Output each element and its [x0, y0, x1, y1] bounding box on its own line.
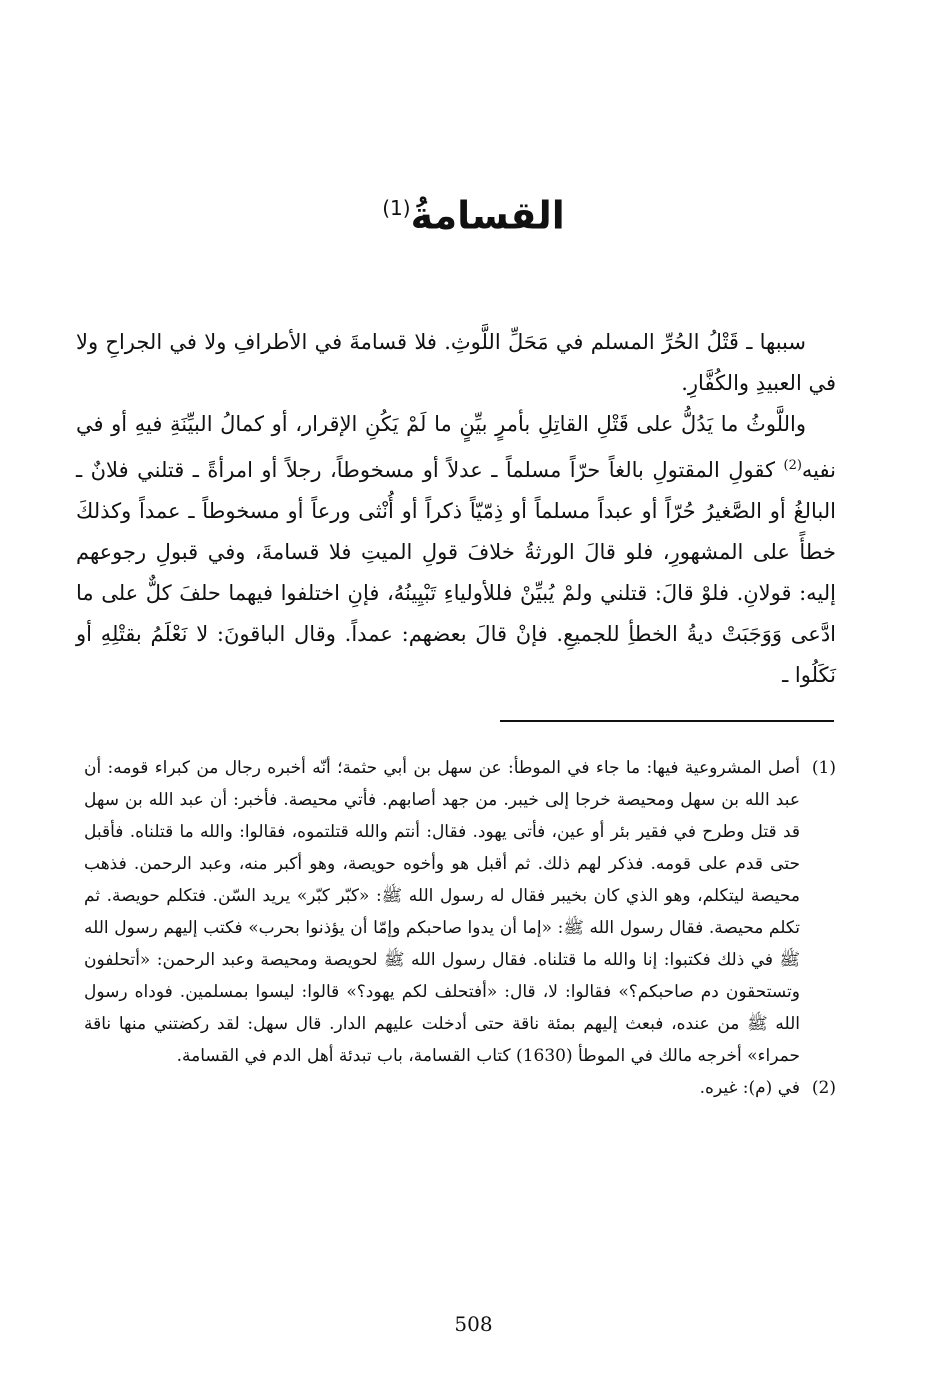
page-number: 508 — [454, 1312, 493, 1336]
footnote-2 — [84, 1072, 836, 1104]
chapter-title-text: القسامةُ — [410, 193, 565, 238]
footnote-2-number: (2) — [811, 1078, 836, 1098]
footnotes — [84, 752, 836, 1104]
footnote-2-text: في (م): غيره. — [699, 1078, 800, 1098]
title-footnote-ref: (1) — [382, 196, 411, 220]
chapter-title — [0, 178, 947, 246]
footnote-1-text: أصل المشروعية فيها: ما جاء في الموطأ: عن سهل بن أبي حثمة؛ أنّه أخبره رجال من كبراء قومه: أن عبد الله بن سهل ومحيصة خرجا إلى خيبر. من جهد أصابهم. فأتي محيصة. فأخبر: أن عبد الله بن سهل قد قتل وطرح في فقير بئر أو عين، فأتى يهود. فقال: أنتم والله قتلتموه، فقالوا: والله ما قتلناه. فأقبل حتى قدم على قومه. فذكر لهم ذلك. ثم أقبل هو وأخوه حويصة، وهو أكبر منه، وعبد الرحمن. فذهب محيصة ليتكلم، وهو الذي كان بخيبر فقال له رسول الله ﷺ: «كبّر كبّر» يريد السّن. فتكلم حويصة. ثم تكلم محيصة. فقال رسول الله ﷺ: «إما أن يدوا صاحبكم وإمّا أن يؤذنوا بحرب» فكتب إليهم رسول الله ﷺ في ذلك فكتبوا: إنا والله ما قتلناه. فقال رسول الله ﷺ لحويصة ومحيصة وعبد الرحمن: «أتحلفون وتستحقون دم صاحبكم؟» فقالوا: لا، قال: «أفتحلف لكم يهود؟» قالوا: ليسوا بمسلمين. فوداه رسول الله ﷺ من عنده، فبعث إليهم بمئة ناقة حتى أدخلت عليهم الدار. قال سهل: لقد ركضتني منها ناقة حمراء» أخرجه مالك في الموطأ (1630) كتاب القسامة، باب تبدئة أهل الدم في القسامة. — [84, 758, 800, 1066]
paragraph-2-rest: كقولِ المقتولِ بالغاً حرّاً مسلماً ـ عدلاً أو مسخوطاً، رجلاً أو امرأةً ـ قتلني فلانٌ ـ البالغُ أو الصَّغيرُ حُرّاً أو عبداً مسلماً أو ذِمّيّاً ذكراً أو أُنْثى ورعاً أو مسخوطاً ـ عمداً وكذلكَ خطأً على المشهورِ، فلو قالَ الورثةُ خلافَ قولِ الميتِ فلا قسامةَ، وفي قبولِ رجوعهم إليه: قولانِ. فلوْ قالَ: قتلني ولمْ يُبيِّنْ فللأولياءِ تَبْيِينُهُ، فإنِ اختلفوا فيهما حلفَ كلٌّ على ما ادَّعى وَوَجَبَتْ ديةُ الخطأِ للجميعِ. فإنْ قالَ بعضهم: عمداً. وقال الباقونَ: لا نَعْلَمُ بقتْلِهِ أو نَكَلُوا ـ — [76, 458, 836, 687]
footnote-1-number: (1) — [811, 758, 836, 778]
footnote-separator — [500, 720, 834, 722]
paragraph-2-start: واللَّوثُ ما يَدُلُّ على قَتْلِ القاتِلِ بأمرٍ بيِّنٍ ما لَمْ يَكُنِ الإقرار، أو كمالُ البيِّنَةِ فيهِ أو في نفيه — [76, 412, 836, 482]
paragraph-1: سببها ـ قَتْلُ الحُرِّ المسلم في مَحَلِّ اللَّوثِ. فلا قسامةَ في الأطرافِ ولا في الجراحِ ولا في العبيدِ والكُفَّارِ. — [76, 330, 836, 395]
paragraph-2 — [76, 404, 836, 696]
footnote-1 — [84, 752, 836, 1072]
paragraph-2-footnote-ref: (2) — [783, 458, 802, 473]
main-text — [76, 322, 836, 696]
